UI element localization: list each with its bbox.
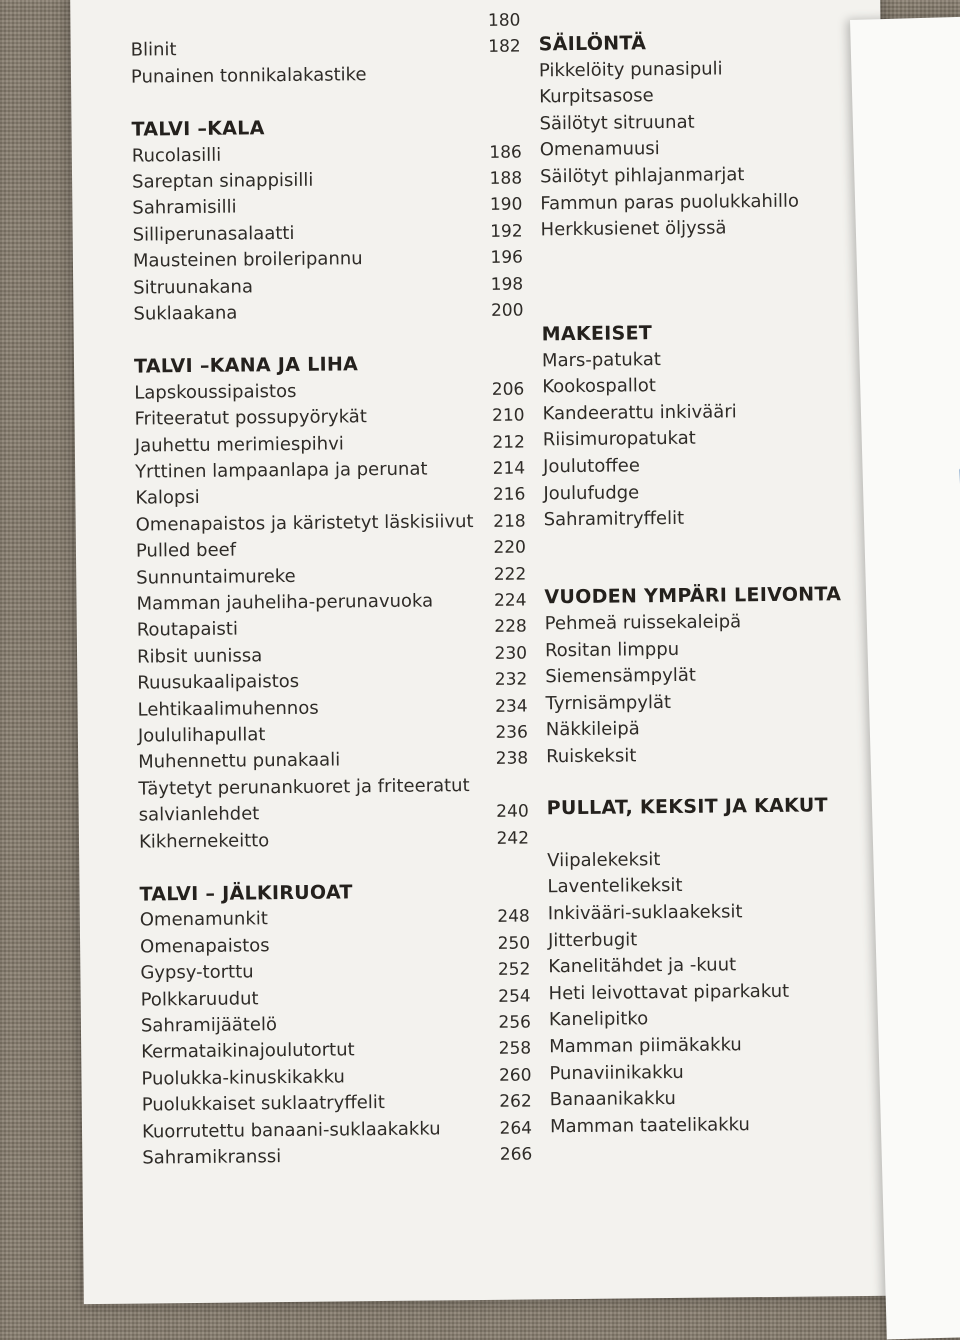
toc-page-number: 234 <box>467 695 527 718</box>
toc-entry-title: Inkivääri-suklaakeksit <box>548 901 743 924</box>
toc-entry <box>543 479 873 504</box>
toc-entry-title: Sahramisilli <box>132 197 236 219</box>
toc-page-number: 200 <box>463 300 523 323</box>
toc-entry-title: Kermataikinajoulutortut <box>141 1040 355 1063</box>
toc-entry-title: Puolukkaiset suklaatryffelit <box>142 1092 385 1116</box>
toc-entry-title: Kanelipitko <box>549 1009 648 1031</box>
toc-entry <box>542 346 872 371</box>
toc-entry-title: Laventelikeksit <box>547 875 682 897</box>
toc-entry <box>545 636 875 661</box>
toc-entry <box>548 900 878 925</box>
toc-entry <box>136 563 526 589</box>
toc-entry <box>136 510 526 536</box>
toc-entry <box>540 189 870 214</box>
book-page <box>70 0 894 1304</box>
toc-entry <box>541 243 871 246</box>
toc-entry <box>543 426 873 451</box>
toc-entry-title: Blinit <box>131 40 177 61</box>
toc-entry <box>135 458 525 484</box>
section-heading: SÄILÖNTÄ <box>539 32 647 55</box>
section-heading: TALVI –KANA JA LIHA <box>134 354 358 378</box>
toc-page-number: 224 <box>466 589 526 612</box>
toc-page-number <box>461 62 521 63</box>
toc-entry-title: Säilötyt pihlajanmarjat <box>540 164 745 187</box>
toc-entry-title: Siemensämpylät <box>545 665 696 688</box>
toc-page-number: 196 <box>463 247 523 270</box>
toc-entry <box>546 743 876 768</box>
toc-entry <box>141 1038 531 1064</box>
toc-entry-title: Rucolasilli <box>132 144 222 166</box>
toc-entry <box>549 1006 879 1031</box>
toc-entry <box>540 163 870 188</box>
toc-entry-title: Punainen tonnikalakastike <box>131 64 367 87</box>
section-heading: MAKEISET <box>542 322 653 345</box>
toc-entry <box>141 1011 531 1037</box>
toc-entry-title: Sitruunakana <box>133 276 253 298</box>
toc-entry <box>542 400 872 425</box>
toc-page-number: 258 <box>471 1038 531 1061</box>
toc-entry-title: Yrttinen lampaanlapa ja perunat <box>135 459 428 483</box>
toc-entry-title: Kalopsi <box>135 487 200 509</box>
toc-page-number: 250 <box>470 932 530 955</box>
toc-entry <box>545 690 875 715</box>
toc-entry-title: Joulutoffee <box>543 455 640 477</box>
toc-entry <box>130 10 520 14</box>
toc-entry <box>541 216 871 241</box>
toc-page-number: 266 <box>472 1143 532 1166</box>
toc-entry <box>547 847 877 872</box>
toc-entry-title: Omenapaistos <box>140 935 270 957</box>
toc-page-number: 188 <box>462 168 522 191</box>
toc-entry <box>134 378 524 404</box>
toc-entry <box>142 1143 532 1169</box>
toc-entry-title: Omenapaistos ja käristetyt läskisiivut <box>136 511 474 536</box>
toc-entry-title: Heti leivottavat piparkakut <box>549 981 790 1005</box>
toc-page-number: 230 <box>467 642 527 665</box>
toc-entry <box>133 300 523 326</box>
toc-entry <box>140 932 530 958</box>
toc-entry <box>136 537 526 563</box>
toc-page-number: 228 <box>467 616 527 639</box>
toc-entry <box>133 220 523 246</box>
toc-entry-title: Mamman jauheliha-perunavuoka <box>136 590 433 614</box>
toc-entry <box>137 616 527 642</box>
toc-entry <box>138 748 528 774</box>
toc-page-number: 192 <box>463 220 523 243</box>
toc-page-number: 254 <box>471 985 531 1008</box>
toc-entry-title: Pikkelöity punasipuli <box>539 58 723 81</box>
toc-page-number: 256 <box>471 1011 531 1034</box>
toc-entry <box>547 820 877 823</box>
toc-entry <box>539 110 869 135</box>
section-heading: TALVI – JÄLKIRUOAT <box>139 881 352 905</box>
toc-entry-title: salvianlehdet <box>139 803 260 825</box>
toc-page-number <box>468 774 528 775</box>
toc-page-number: 180 <box>460 10 520 33</box>
toc-page-number: 214 <box>465 458 525 481</box>
toc-entry <box>142 1091 532 1117</box>
toc-entry <box>131 62 521 88</box>
toc-entry-title: Tyrnisämpylät <box>545 692 671 714</box>
toc-entry-title: Joululihapullat <box>138 724 266 746</box>
section-heading: VUODEN YMPÄRI LEIVONTA <box>544 584 841 609</box>
toc-entry-title: Pulled beef <box>136 540 236 562</box>
toc-entry <box>544 533 874 536</box>
toc-page-number: 264 <box>472 1117 532 1140</box>
toc-page-number: 212 <box>465 431 525 454</box>
toc-entry <box>543 453 873 478</box>
toc-entry-title: Suklaakana <box>133 303 237 325</box>
toc-entry <box>542 373 872 398</box>
toc-entry-title: Polkkaruudut <box>141 988 259 1010</box>
toc-entry-title: Routapaisti <box>137 619 238 641</box>
toc-entry-title: Sareptan sinappisilli <box>132 170 313 193</box>
toc-entry <box>545 610 875 635</box>
toc-entry <box>541 269 871 272</box>
toc-page-number: 190 <box>462 194 522 217</box>
toc-page-number: 210 <box>464 405 524 428</box>
toc-entry-title: Sunnuntaimureke <box>136 566 296 589</box>
toc-entry <box>545 663 875 688</box>
toc-entry-title: Jauhettu merimiespihvi <box>135 433 344 456</box>
toc-entry <box>137 669 527 695</box>
toc-page-number: 220 <box>466 537 526 560</box>
toc-entry-title: Mamman taatelikakku <box>550 1114 750 1137</box>
toc-entry-title: Säilötyt sitruunat <box>539 112 694 135</box>
toc-entry-title: Ruusukaalipaistos <box>137 671 299 694</box>
toc-page-number: 218 <box>466 510 526 533</box>
toc-entry-title: Lapskoussipaistos <box>134 381 296 404</box>
toc-entry-title: Sahramijäätelö <box>141 1014 277 1036</box>
toc-entry <box>550 1086 880 1111</box>
toc-entry-title: Mars-patukat <box>542 349 661 371</box>
toc-page-number: 248 <box>470 906 530 929</box>
toc-entry <box>140 959 530 985</box>
toc-entry-title: Kanelitähdet ja -kuut <box>548 955 736 978</box>
toc-entry-title: Muhennettu punakaali <box>138 750 340 773</box>
toc-entry <box>539 56 869 81</box>
toc-entry-title: Näkkileipä <box>546 719 640 741</box>
toc-entry-title: Kookospallot <box>542 375 656 397</box>
toc-entry <box>548 926 878 951</box>
toc-entry-title: Viipalekeksit <box>547 849 660 871</box>
toc-entry-title: Mausteinen broileripannu <box>133 248 363 271</box>
toc-entry <box>548 953 878 978</box>
toc-page-number: 240 <box>469 801 529 824</box>
toc-entry-title: Kandeerattu inkivääri <box>542 401 736 424</box>
toc-page-number: 262 <box>472 1091 532 1114</box>
toc-entry-title: Banaanikakku <box>550 1088 676 1110</box>
toc-entry <box>132 194 522 220</box>
toc-entry <box>544 506 874 531</box>
toc-entry <box>539 83 869 108</box>
section-heading: TALVI –KALA <box>131 117 264 140</box>
toc-entry <box>549 1059 879 1084</box>
toc-page-number: 236 <box>468 721 528 744</box>
toc-entry <box>141 1064 531 1090</box>
toc-page-number: 222 <box>466 563 526 586</box>
toc-entry <box>137 642 527 668</box>
toc-entry-title: Sahramikranssi <box>142 1146 281 1168</box>
toc-entry <box>550 1113 880 1138</box>
toc-entry-title: Ribsit uunissa <box>137 645 262 667</box>
toc-page-number: 206 <box>464 378 524 401</box>
toc-entry <box>546 716 876 741</box>
toc-page-number: 242 <box>469 827 529 850</box>
toc-entry <box>139 801 529 827</box>
toc-page-number: 232 <box>467 669 527 692</box>
toc-entry-title: Kikhernekeitto <box>139 830 269 852</box>
toc-entry <box>135 431 525 457</box>
toc-entry <box>135 484 525 510</box>
toc-entry-title: Kuorrutettu banaani-suklaakakku <box>142 1118 441 1142</box>
toc-entry-title: Friteeratut possupyörykät <box>134 406 366 429</box>
toc-entry-title: Jitterbugit <box>548 929 637 951</box>
toc-entry <box>133 247 523 273</box>
toc-entry <box>139 827 529 853</box>
toc-page-number: 182 <box>461 36 521 59</box>
toc-entry-title: Rositan limppu <box>545 638 679 660</box>
toc-entry-title: Kurpitsasose <box>539 85 654 107</box>
toc-entry-title: Mamman piimäkakku <box>549 1034 742 1057</box>
toc-entry-title: Ruiskeksit <box>546 745 636 767</box>
toc-entry <box>132 168 522 194</box>
toc-entry <box>138 695 528 721</box>
toc-entry <box>131 36 521 62</box>
toc-entry-title: Omenamunkit <box>140 909 268 931</box>
toc-entry <box>136 589 526 615</box>
toc-entry <box>141 985 531 1011</box>
toc-entry <box>549 980 879 1005</box>
toc-entry <box>142 1117 532 1143</box>
toc-entry <box>140 906 530 932</box>
toc-page-number: 252 <box>470 959 530 982</box>
toc-entry-title: Pehmeä ruissekaleipä <box>545 611 742 634</box>
toc-entry-title: Herkkusienet öljyssä <box>541 218 727 241</box>
toc-entry-title: Gypsy-torttu <box>140 962 253 984</box>
toc-entry-title: Puolukka-kinuskikakku <box>141 1066 345 1089</box>
toc-entry-title: Punaviinikakku <box>549 1061 684 1083</box>
toc-page-number: 198 <box>463 273 523 296</box>
toc-page-number: 260 <box>471 1064 531 1087</box>
toc-entry <box>547 873 877 898</box>
toc-entry-title: Täytetyt perunankuoret ja friteeratut <box>138 775 469 799</box>
toc-entry <box>133 273 523 299</box>
toc-entry-title: Riisimuropatukat <box>543 428 696 451</box>
toc-entry-title: Omenamuusi <box>540 138 660 160</box>
section-heading: PULLAT, KEKSIT JA KAKUT <box>547 794 828 819</box>
toc-entry <box>549 1033 879 1058</box>
toc-entry-title: Lehtikaalimuhennos <box>138 697 319 720</box>
toc-entry-title: Fammun paras puolukkahillo <box>540 190 799 214</box>
toc-page-number: 216 <box>465 484 525 507</box>
toc-page-number: 186 <box>462 141 522 164</box>
toc-entry <box>138 774 528 800</box>
toc-entry <box>540 136 870 161</box>
toc-entry-title: Joulufudge <box>543 482 639 504</box>
toc-entry-title: Sahramitryffelit <box>544 508 685 530</box>
toc-entry <box>134 405 524 431</box>
toc-entry-title: Silliperunasalaatti <box>133 223 295 246</box>
toc-entry <box>138 721 528 747</box>
toc-entry <box>132 141 522 167</box>
toc-page-number: 238 <box>468 748 528 771</box>
